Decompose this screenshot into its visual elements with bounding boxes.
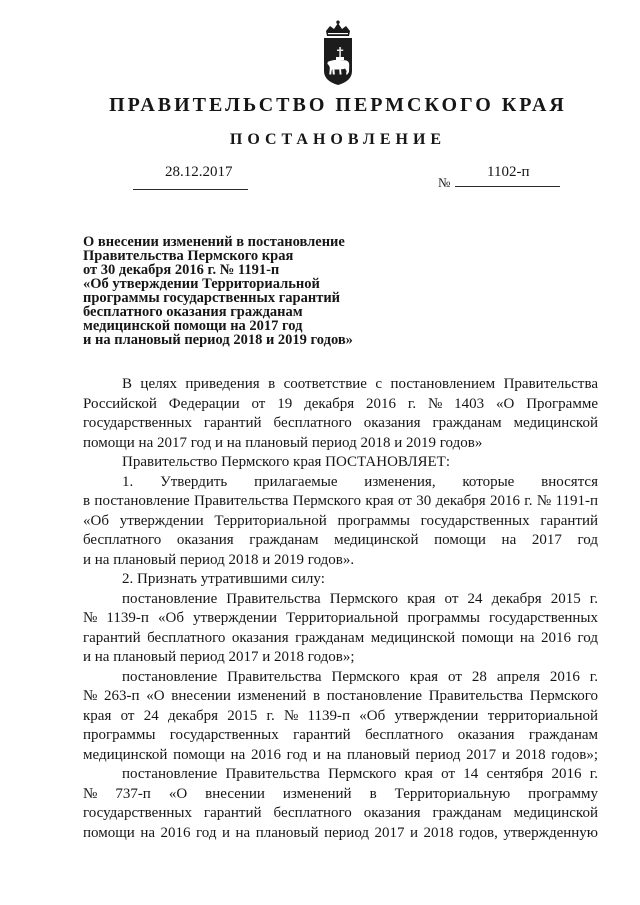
paragraph-item-1	[83, 473, 598, 571]
crown-icon	[326, 21, 350, 37]
body-text-line: Российской Федерации от 19 декабря 2016 г. № 1403 «О Программе	[83, 395, 598, 412]
body-text-line: В целях приведения в соответствие с постановлением Правительства	[122, 376, 598, 392]
body-text-line: постановление Правительства Пермского края от 24 декабря 2015 г.	[122, 590, 598, 607]
body-text-line: края от 24 декабря 2015 г. № 1139-п «Об утверждении территориальной	[83, 707, 598, 724]
body-text-line: № 737-п «О внесении изменений в Территориальную программу	[83, 785, 598, 802]
body-text-line: в постановление Правительства Пермского края от 30 декабря 2016 г. № 1191-п	[83, 493, 598, 509]
document-title	[83, 235, 413, 347]
perm-krai-coat-of-arms-icon	[322, 20, 354, 86]
paragraph-repealed-act-3	[83, 765, 598, 843]
body-text-line: 1. Утвердить прилагаемые изменения, которые вносятся	[122, 473, 598, 490]
body-text-line: № 263-п «О внесении изменений в постановление Правительства Пермского	[83, 688, 598, 704]
body-text-line: государственных гарантий бесплатного оказания гражданам медицинской	[83, 415, 598, 431]
document-date: 28.12.2017	[165, 164, 233, 180]
document-type: ПОСТАНОВЛЕНИЕ	[229, 131, 447, 148]
body-text-line: бесплатного оказания гражданам медицинской помощи на 2017 год	[83, 532, 598, 548]
title-line: «Об утверждении Территориальной	[83, 276, 320, 292]
title-line: от 30 декабря 2016 г. № 1191-п	[83, 262, 280, 278]
body-text-line: 2. Признать утратившими силу:	[122, 571, 325, 587]
number-underline	[455, 186, 560, 187]
title-line: бесплатного оказания гражданам	[83, 304, 303, 320]
body-text-line: Правительство Пермского края ПОСТАНОВЛЯЕТ:	[122, 454, 451, 470]
paragraph-repealed-act-1	[83, 590, 598, 668]
body-text-line: программы государственных гарантий бесплатного оказания гражданам	[83, 727, 598, 743]
paragraph-item-2	[83, 570, 598, 590]
title-line: и на плановый период 2018 и 2019 годов»	[83, 332, 353, 348]
body-text-line: медицинской помощи на 2016 год и на плановый период 2017 и 2018 годов»;	[83, 746, 598, 763]
paragraph-resolution-phrase	[83, 453, 598, 473]
body-text-line: № 1139-п «Об утверждении Территориальной программы государственных	[83, 610, 598, 626]
title-line: программы государственных гарантий	[83, 290, 341, 306]
body-text-line: помощи на 2016 год и на плановый период 2017 и 2018 годов, утвержденную	[83, 824, 598, 841]
body-text-line: помощи на 2017 год и на плановый период 2018 и 2019 годов»	[83, 434, 483, 451]
book-icon	[336, 57, 344, 60]
date-underline	[133, 189, 248, 190]
body-text-line: государственных гарантий бесплатного оказания гражданам медицинской	[83, 805, 598, 821]
body-text-line: и на плановый период 2018 и 2019 годов».	[83, 551, 355, 568]
paragraph-preamble	[83, 375, 598, 453]
body-text-line: и на плановый период 2017 и 2018 годов»;	[83, 649, 355, 665]
number-sign: №	[438, 175, 451, 190]
body-text-line: гарантий бесплатного оказания гражданам медицинской помощи на 2016 год	[83, 629, 598, 646]
organization-name: ПРАВИТЕЛЬСТВО ПЕРМСКОГО КРАЯ	[109, 94, 567, 116]
body-text-line: «Об утверждении Территориальной программы государственных гарантий	[83, 512, 598, 529]
title-line: О внесении изменений в постановление	[83, 234, 345, 250]
body-text-line: постановление Правительства Пермского края от 28 апреля 2016 г.	[122, 668, 598, 685]
title-line: медицинской помощи на 2017 год	[83, 318, 303, 334]
document-number: 1102-п	[487, 164, 530, 180]
title-line: Правительства Пермского края	[83, 248, 294, 264]
document-body	[83, 375, 598, 843]
paragraph-repealed-act-2	[83, 668, 598, 766]
body-text-line: постановление Правительства Пермского края от 14 сентября 2016 г.	[122, 766, 598, 782]
